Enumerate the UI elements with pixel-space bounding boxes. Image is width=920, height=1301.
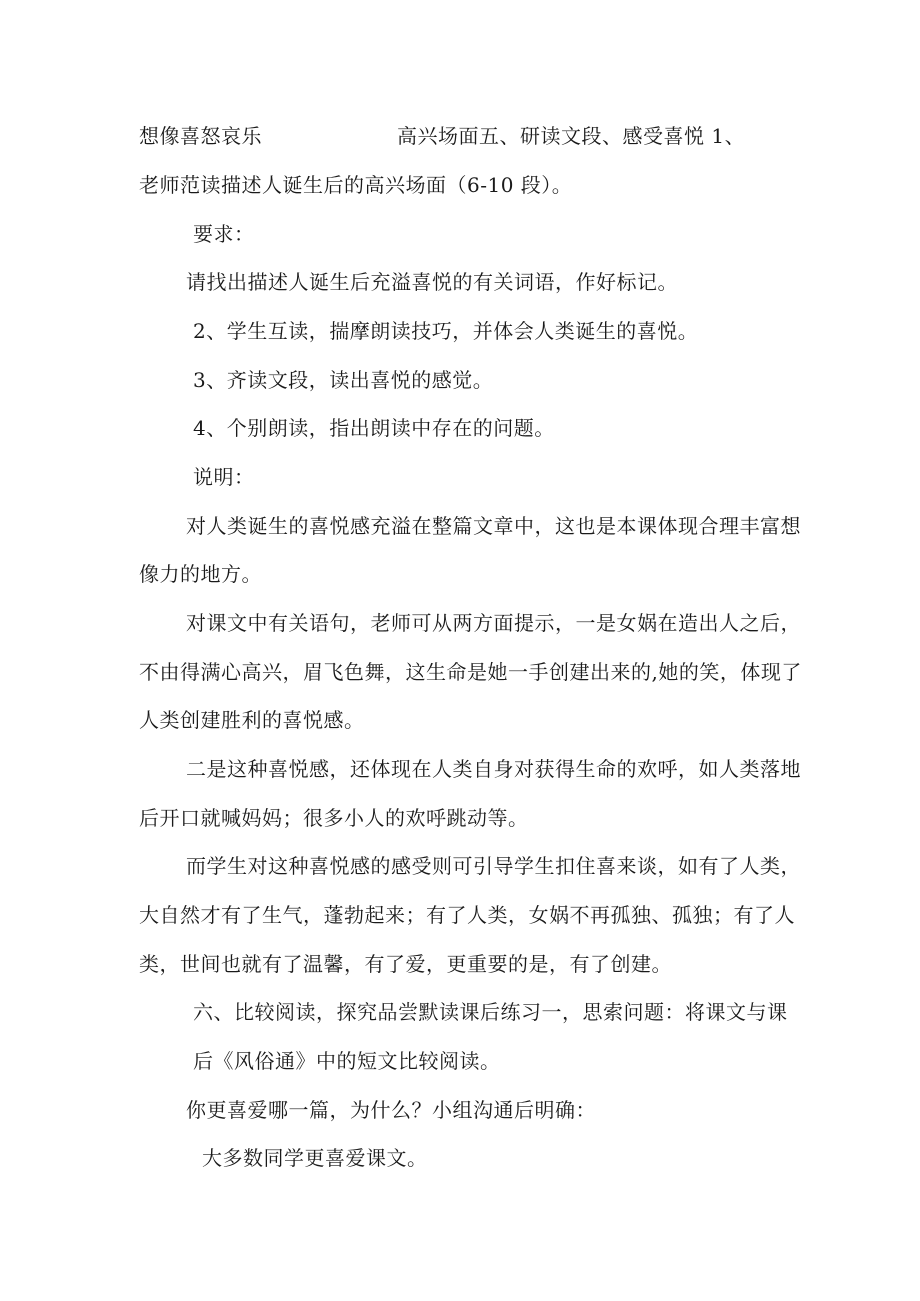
text-line: 类，世间也就有了温馨，有了爱，更重要的是，有了创建。	[139, 952, 672, 976]
text-line: 后《风俗通》中的短文比较阅读。	[193, 1049, 501, 1073]
text-line: 像力的地方。	[139, 562, 262, 586]
text-line: 请找出描述人诞生后充溢喜悦的有关词语，作好标记。	[186, 270, 678, 294]
text-line: 大多数同学更喜爱课文。	[202, 1146, 428, 1170]
text-line: 不由得满心高兴，眉飞色舞，这生命是她一手创建出来的,她的笑，体现了	[139, 660, 802, 684]
section-heading: 六、比较阅读，探究品尝默读课后练习一，思索问题：将课文与课	[193, 1000, 788, 1024]
text-line: 老师范读描述人诞生后的高兴场面（6-10 段）。	[139, 173, 573, 197]
text-line: 后开口就喊妈妈；很多小人的欢呼跳动等。	[139, 806, 529, 830]
section-heading: 说明：	[193, 465, 255, 489]
text-line: 对人类诞生的喜悦感充溢在整篇文章中，这也是本课体现合理丰富想	[186, 514, 801, 538]
text-line: 人类创建胜利的喜悦感。	[139, 708, 365, 732]
text-line: 大自然才有了生气，蓬勃起来；有了人类，女娲不再孤独、孤独；有了人	[139, 903, 795, 927]
section-heading: 要求：	[193, 222, 255, 246]
text-line: 你更喜爱哪一篇，为什么？小组沟通后明确：	[186, 1098, 596, 1122]
text-line: 高兴场面五、研读文段、感受喜悦 1、	[397, 124, 746, 148]
text-line: 而学生对这种喜悦感的感受则可引导学生扣住喜来谈，如有了人类，	[186, 854, 801, 878]
list-item: 3、齐读文段，读出喜悦的感觉。	[193, 368, 494, 392]
list-item: 2、学生互读，揣摩朗读技巧，并体会人类诞生的喜悦。	[193, 319, 699, 343]
list-item: 4、个别朗读，指出朗读中存在的问题。	[193, 416, 555, 440]
text-line: 二是这种喜悦感，还体现在人类自身对获得生命的欢呼，如人类落地	[186, 757, 801, 781]
text-line: 对课文中有关语句，老师可从两方面提示，一是女娲在造出人之后，	[186, 611, 801, 635]
text-line: 想像喜怒哀乐	[139, 124, 262, 148]
